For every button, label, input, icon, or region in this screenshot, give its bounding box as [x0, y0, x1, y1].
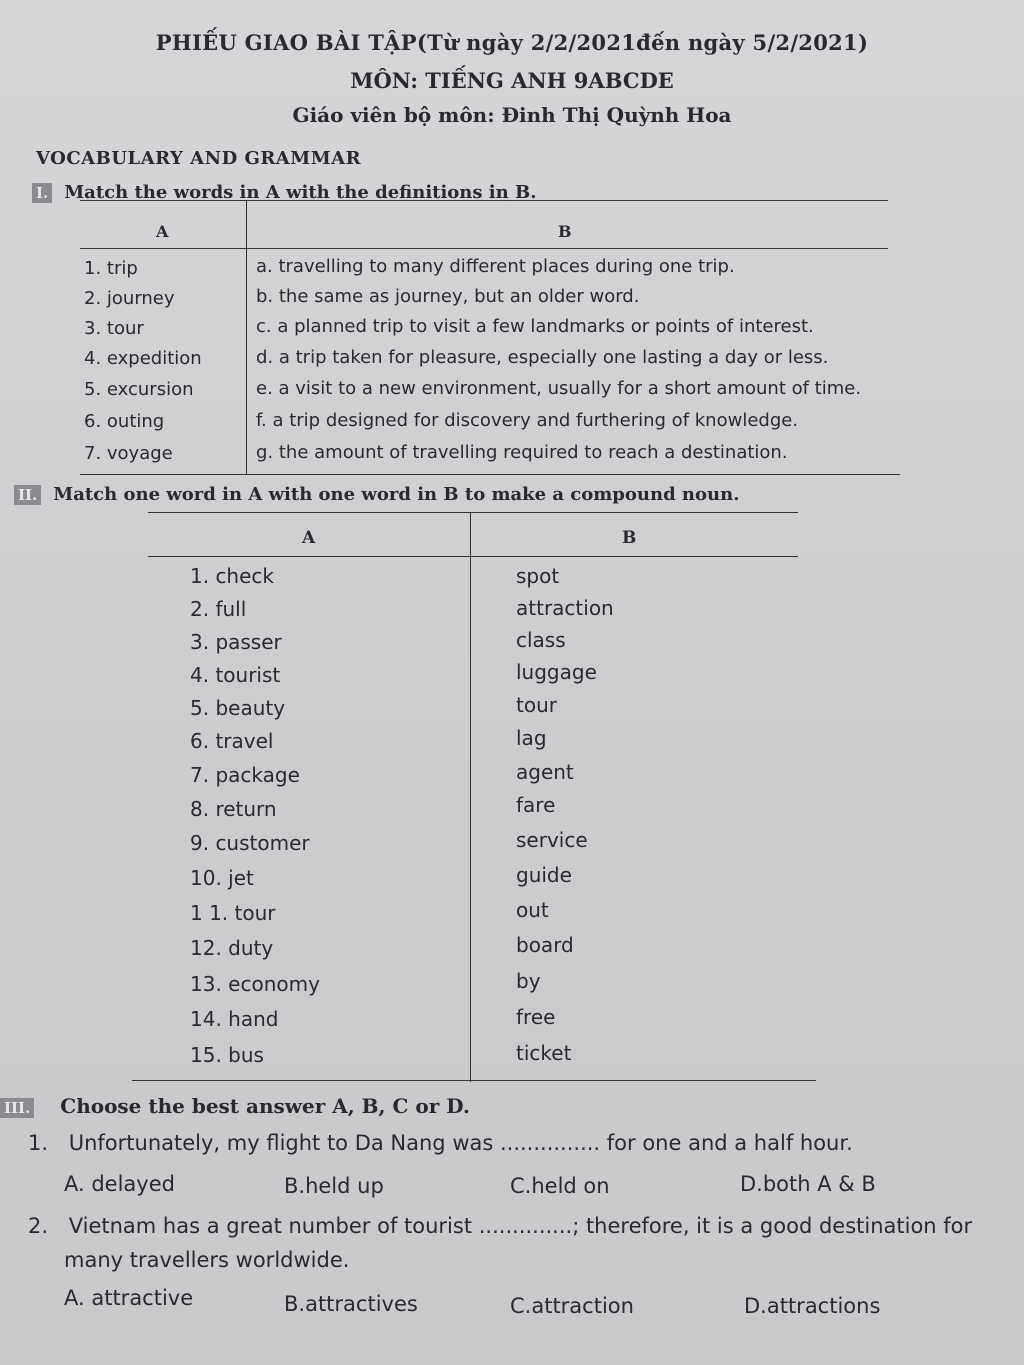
compound-word-a: 2. full	[190, 597, 247, 621]
compound-word-a: 6. travel	[190, 729, 274, 753]
compound-word-b: out	[516, 898, 549, 922]
compound-word-b: board	[516, 933, 574, 957]
answer-option: B.attractives	[284, 1292, 418, 1316]
definition-b: f. a trip designed for discovery and furthering of knowledge.	[256, 410, 799, 431]
answer-option: C.attraction	[510, 1294, 634, 1318]
column-b-header: B	[622, 528, 637, 548]
compound-word-a: 4. tourist	[190, 663, 281, 687]
exercise1-number: I.	[32, 183, 52, 203]
compound-word-a: 1. check	[190, 564, 274, 588]
compound-word-b: attraction	[516, 596, 614, 620]
question-text: Unfortunately, my flight to Da Nang was ............... for one and a half hour.	[68, 1131, 853, 1155]
word-a: 5. excursion	[84, 379, 194, 400]
answer-option: A. attractive	[64, 1286, 194, 1310]
word-a: 6. outing	[84, 411, 165, 432]
table-rule	[80, 200, 888, 201]
compound-word-b: luggage	[516, 660, 597, 684]
question-number: 2.	[28, 1214, 49, 1238]
compound-word-a: 9. customer	[190, 831, 310, 855]
compound-word-a: 1 1. tour	[190, 901, 276, 925]
word-a: 1. trip	[84, 258, 138, 279]
word-a: 3. tour	[84, 318, 144, 339]
answer-option: A. delayed	[64, 1172, 175, 1196]
question-text-continued: many travellers worldwide.	[64, 1248, 350, 1272]
answer-option: D.both A & B	[740, 1172, 876, 1196]
question-2	[28, 1214, 972, 1238]
answer-option: D.attractions	[744, 1294, 881, 1318]
exercise2-number: II.	[14, 485, 41, 505]
subject-line: MÔN: TIẾNG ANH 9ABCDE	[350, 68, 674, 93]
compound-word-b: lag	[516, 726, 547, 750]
column-a-header: A	[156, 222, 169, 241]
compound-word-b: spot	[516, 564, 560, 588]
exercise1-instruction: Match the words in A with the definitions in B.	[64, 182, 537, 203]
compound-word-b: fare	[516, 793, 556, 817]
word-a: 2. journey	[84, 288, 175, 309]
definition-b: a. travelling to many different places during one trip.	[256, 256, 735, 277]
definition-b: d. a trip taken for pleasure, especially one lasting a day or less.	[256, 347, 829, 368]
compound-word-a: 8. return	[190, 797, 277, 821]
compound-word-a: 10. jet	[190, 866, 254, 890]
worksheet-title: PHIẾU GIAO BÀI TẬP(Từ ngày 2/2/2021đến ngày 5/2/2021)	[155, 30, 869, 55]
exercise2-instruction: Match one word in A with one word in B to make a compound noun.	[53, 484, 740, 505]
column-b-header: B	[558, 222, 572, 241]
compound-word-a: 7. package	[190, 763, 300, 787]
definition-b: c. a planned trip to visit a few landmarks or points of interest.	[256, 316, 814, 337]
table-rule	[132, 1080, 816, 1081]
answer-option: C.held on	[510, 1174, 610, 1198]
compound-word-b: class	[516, 628, 566, 652]
compound-word-b: service	[516, 828, 588, 852]
exercise3-heading	[0, 1094, 470, 1118]
compound-word-a: 5. beauty	[190, 696, 286, 720]
section-title: VOCABULARY AND GRAMMAR	[36, 148, 362, 169]
table-rule	[80, 248, 888, 249]
exercise3-instruction: Choose the best answer A, B, C or D.	[60, 1094, 470, 1118]
answer-option: B.held up	[284, 1174, 384, 1198]
compound-word-b: tour	[516, 693, 557, 717]
question-text: Vietnam has a great number of tourist ..............; therefore, it is a good destination for	[68, 1214, 973, 1238]
column-divider	[470, 512, 471, 1082]
compound-word-b: free	[516, 1005, 556, 1029]
exercise2-heading	[14, 484, 739, 505]
word-a: 4. expedition	[84, 348, 202, 369]
column-divider	[246, 200, 247, 474]
compound-word-a: 15. bus	[190, 1043, 264, 1067]
teacher-line: Giáo viên bộ môn: Đinh Thị Quỳnh Hoa	[292, 103, 732, 127]
question-number: 1.	[28, 1131, 49, 1155]
table-rule	[148, 512, 798, 513]
compound-word-a: 14. hand	[190, 1007, 279, 1031]
column-a-header: A	[302, 528, 316, 548]
compound-word-a: 12. duty	[190, 936, 274, 960]
compound-word-b: guide	[516, 863, 572, 887]
definition-b: b. the same as journey, but an older word.	[256, 286, 640, 307]
question-1	[28, 1131, 853, 1155]
compound-word-b: ticket	[516, 1041, 572, 1065]
definition-b: e. a visit to a new environment, usually for a short amount of time.	[256, 378, 862, 399]
definition-b: g. the amount of travelling required to reach a destination.	[256, 442, 788, 463]
table-rule	[148, 556, 798, 557]
exercise3-number: III.	[0, 1098, 34, 1118]
table-rule	[80, 474, 900, 475]
word-a: 7. voyage	[84, 443, 173, 464]
compound-word-b: by	[516, 969, 541, 993]
compound-word-a: 13. economy	[190, 972, 320, 996]
compound-word-b: agent	[516, 760, 574, 784]
compound-word-a: 3. passer	[190, 630, 282, 654]
